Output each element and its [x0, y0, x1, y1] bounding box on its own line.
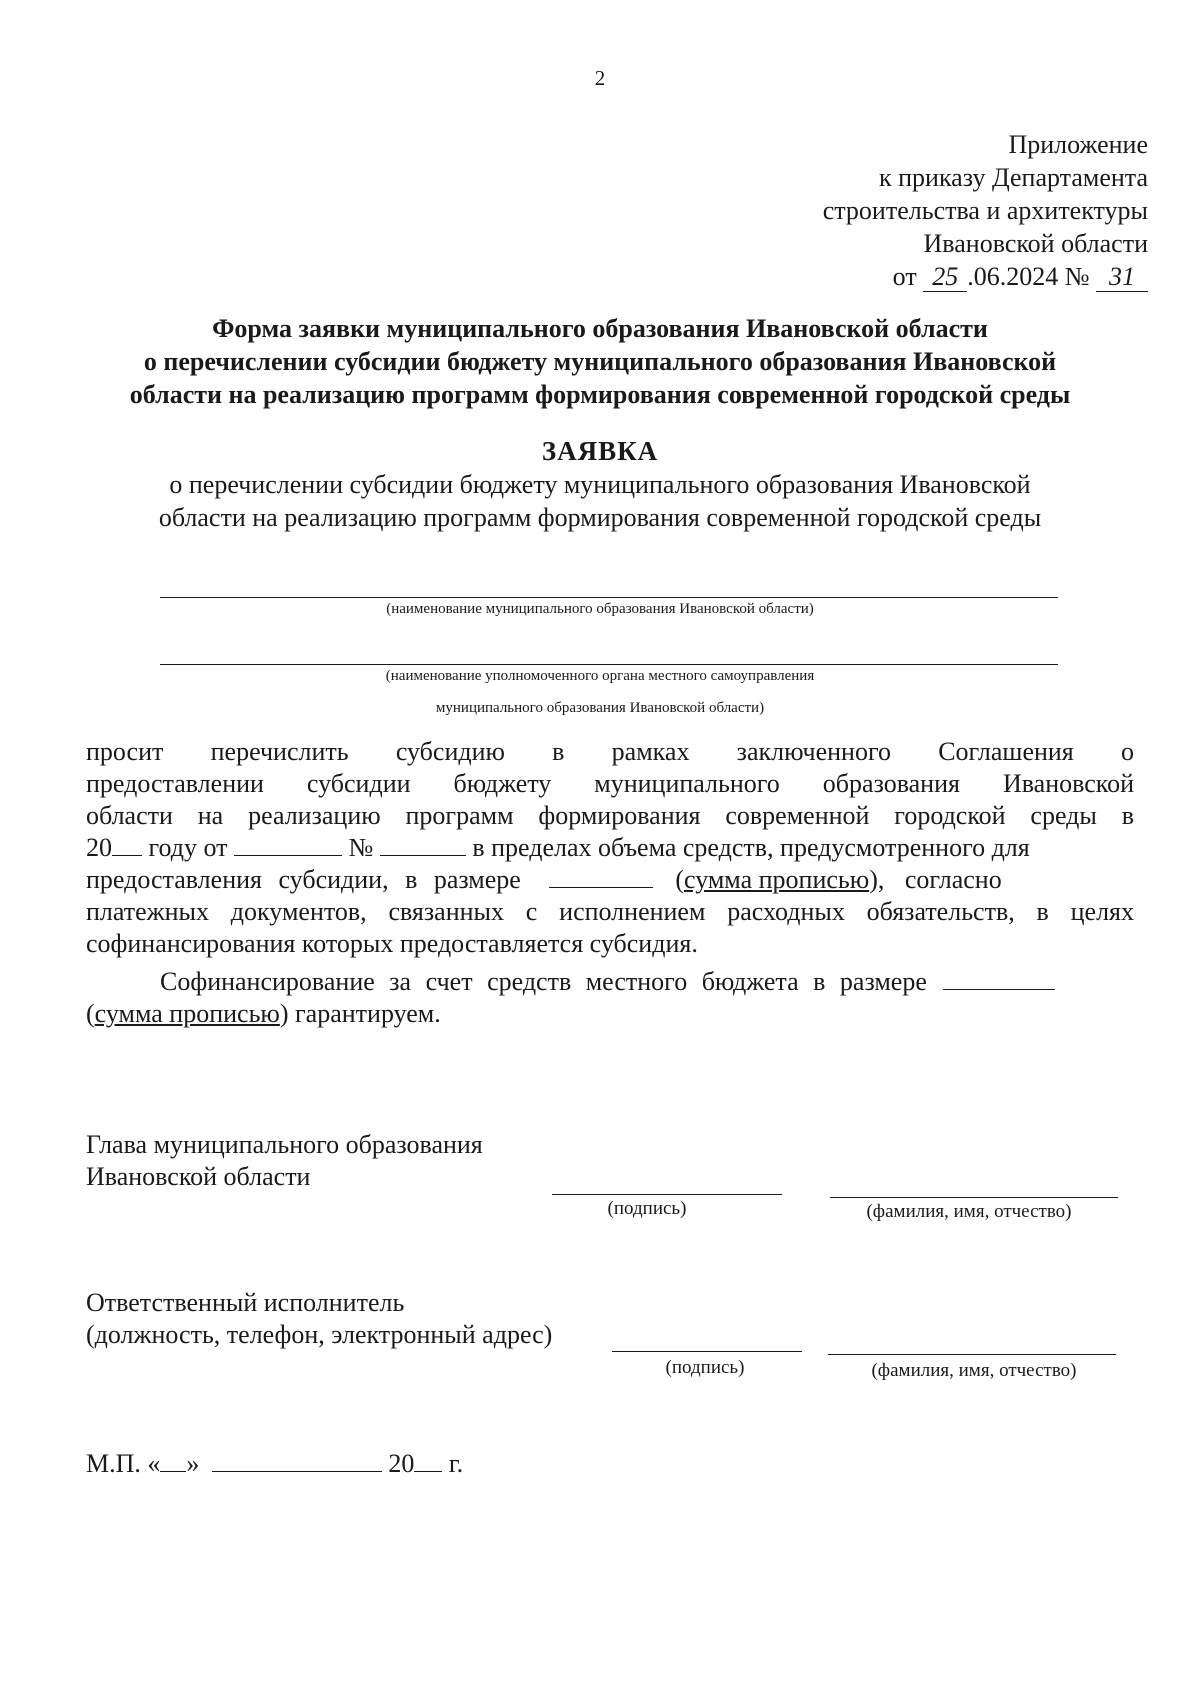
- stamp-year-suffix: г.: [448, 1449, 464, 1478]
- body-line-7: софинансирования которых предоставляется субсидия.: [86, 929, 698, 958]
- body-line-9: [86, 998, 1134, 1030]
- form-title-line-1: Форма заявки муниципального образования Ивановской области: [212, 314, 988, 343]
- amount-in-words-label: сумма прописью: [684, 865, 870, 894]
- authority-caption-line-2: муниципального образования Ивановской области): [435, 700, 765, 716]
- application-subheading: [0, 468, 1200, 534]
- municipality-name-caption: (наименование муниципального образования Ивановской области): [386, 601, 814, 617]
- subsidy-amount-blank[interactable]: [549, 865, 653, 888]
- application-heading: ЗАЯВКА: [541, 436, 659, 466]
- authority-name-line[interactable]: [160, 664, 1058, 665]
- page-number: 2: [594, 66, 606, 90]
- head-signature-caption: (подпись): [607, 1198, 687, 1219]
- year-blank[interactable]: [112, 833, 142, 856]
- executor-name-line[interactable]: [828, 1354, 1116, 1355]
- body-line-4-rest: в пределах объема средств, предусмотренного для: [472, 833, 1030, 862]
- date-day-handwritten: 25: [923, 263, 967, 292]
- paren-open-2: (: [86, 999, 95, 1028]
- appendix-block: [823, 128, 1148, 293]
- date-prefix: от: [892, 262, 917, 291]
- appendix-line-1: Приложение: [1008, 130, 1148, 159]
- executor-title: [86, 1287, 552, 1351]
- amount-in-words-label-2: сумма прописью: [94, 999, 280, 1028]
- guarantee-text: ) гарантируем.: [279, 999, 441, 1028]
- head-title-line-1: Глава муниципального образования: [86, 1130, 483, 1159]
- executor-signature-caption: (подпись): [665, 1357, 745, 1378]
- head-signature-line[interactable]: [552, 1194, 782, 1195]
- appendix-line-4: Ивановской области: [923, 229, 1148, 258]
- appendix-line-2: к приказу Департамента: [878, 163, 1148, 192]
- executor-name-caption: (фамилия, имя, отчество): [871, 1360, 1077, 1381]
- body-line-3: области на реализацию программ формирования современной городской среды в: [86, 801, 1134, 830]
- stamp-label: М.П. «: [86, 1449, 161, 1478]
- agreement-date-blank[interactable]: [234, 833, 342, 856]
- subheading-line-1: о перечислении субсидии бюджету муниципального образования Ивановской: [169, 470, 1031, 499]
- year-prefix: 20: [86, 833, 112, 862]
- agreement-number-blank[interactable]: [380, 833, 466, 856]
- subheading-line-2: области на реализацию программ формирования современной городской среды: [158, 503, 1042, 532]
- cofinancing-text: Софинансирование за счет средств местного бюджета в размере: [160, 967, 927, 996]
- form-title: [0, 312, 1200, 411]
- stamp-close-quote: »: [186, 1449, 200, 1478]
- order-number-handwritten: 31: [1096, 263, 1148, 292]
- number-sign: №: [348, 833, 374, 862]
- body-line-1: просит перечислить субсидию в рамках заключенного Соглашения о: [86, 737, 1134, 766]
- body-line-5: [86, 864, 1134, 896]
- executor-title-line-2: (должность, телефон, электронный адрес): [86, 1320, 553, 1349]
- authority-caption-line-1: (наименование уполномоченного органа местного самоуправления: [385, 668, 815, 684]
- paren-open: (: [675, 865, 684, 894]
- municipality-name-line[interactable]: [160, 597, 1058, 598]
- body-line-2: предоставлении субсидии бюджету муниципального образования Ивановской: [86, 769, 1134, 798]
- cofinancing-amount-blank[interactable]: [943, 967, 1055, 990]
- body-line-4: [86, 832, 1134, 864]
- date-rest: .06.2024 №: [967, 262, 1090, 291]
- stamp-year-prefix: 20: [388, 1449, 415, 1478]
- head-title: [86, 1129, 483, 1193]
- year-label: году от: [148, 833, 228, 862]
- form-title-line-3: области на реализацию программ формирования современной городской среды: [129, 380, 1071, 409]
- body-line-6: платежных документов, связанных с исполнением расходных обязательств, в целях: [86, 897, 1134, 926]
- stamp-month-blank[interactable]: [212, 1449, 382, 1472]
- executor-title-line-1: Ответственный исполнитель: [86, 1288, 405, 1317]
- stamp-day-blank[interactable]: [160, 1449, 186, 1472]
- head-name-line[interactable]: [830, 1197, 1118, 1198]
- body-line-8: [160, 966, 1134, 998]
- stamp-date-line: [86, 1448, 463, 1480]
- head-title-line-2: Ивановской области: [86, 1162, 311, 1191]
- head-name-caption: (фамилия, имя, отчество): [866, 1201, 1072, 1222]
- body-line-5-rest: ), согласно: [869, 865, 1002, 894]
- appendix-line-3: строительства и архитектуры: [822, 196, 1148, 225]
- appendix-date-line: [823, 260, 1148, 293]
- body-line-5-a: предоставления субсидии, в размере: [86, 865, 521, 894]
- stamp-year-blank[interactable]: [414, 1449, 442, 1472]
- form-title-line-2: о перечислении субсидии бюджету муниципального образования Ивановской: [143, 347, 1057, 376]
- executor-signature-line[interactable]: [612, 1351, 802, 1352]
